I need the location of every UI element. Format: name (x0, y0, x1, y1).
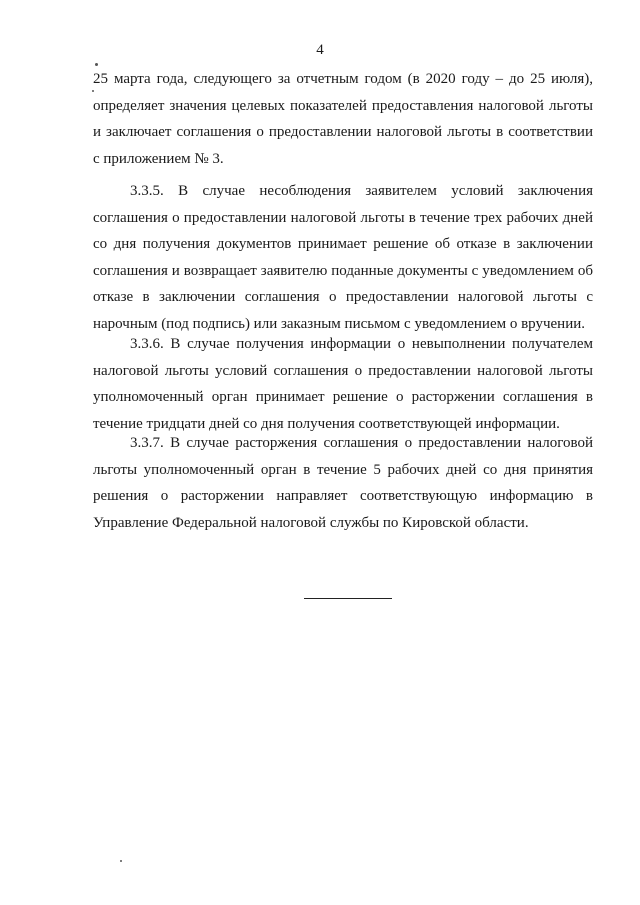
paragraph-continuation (93, 66, 593, 172)
paragraph-3-3-6 (93, 331, 593, 437)
end-separator-line (304, 598, 392, 599)
paragraph-text: 3.3.5. В случае несоблюдения заявителем условий заключения соглашения о предоставлении налоговой льготы в течение трех рабочих дней со дня получения документов принимает решение об отказе в заключении соглашения и возвращает заявителю поданные документы с уведомлением об отказе в заключении соглашения о предоставлении налоговой льготы с нарочным (под подпись) или заказным письмом с уведомлением о вручении. (93, 183, 593, 332)
paragraph-text: 3.3.6. В случае получения информации о невыполнении получателем налоговой льготы условий соглашения о предоставлении налоговой льготы уполномоченный орган принимает решение о расторжении соглашения в течение тридцати дней со дня получения соответствующей информации. (93, 336, 593, 432)
paragraph-3-3-5 (93, 178, 593, 338)
page-number: 4 (316, 42, 324, 58)
paragraph-text: 25 марта года, следующего за отчетным годом (в 2020 году – до 25 июля), определяет значения целевых показателей предоставления налоговой льготы и заключает соглашения о предоставлении налоговой льготы в соответствии с приложением № 3. (93, 71, 593, 167)
paragraph-3-3-7 (93, 430, 593, 536)
paragraph-text: 3.3.7. В случае расторжения соглашения о предоставлении налоговой льготы уполномоченный орган в течение 5 рабочих дней со дня принятия решения о расторжении направляет соответствующую информацию в Управление Федеральной налоговой службы по Кировской области. (93, 435, 593, 531)
scan-speck (120, 860, 122, 862)
